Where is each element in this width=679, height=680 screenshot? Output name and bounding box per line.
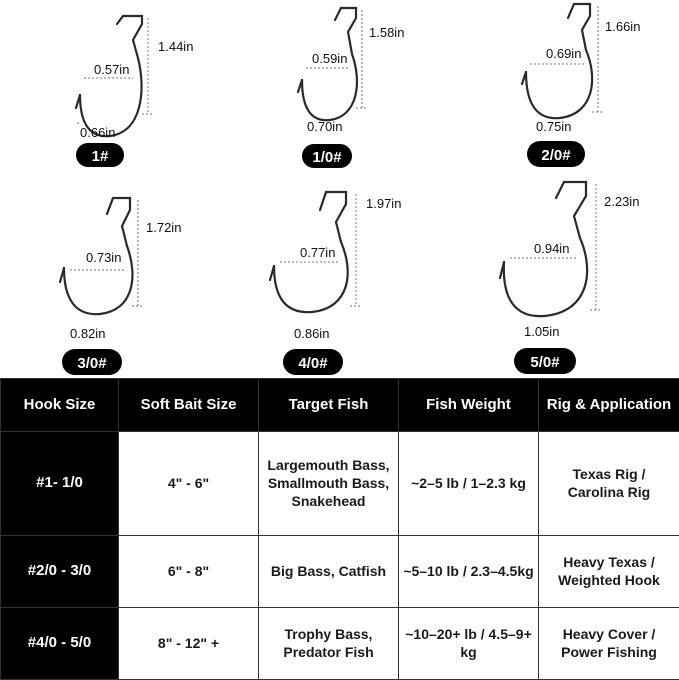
cell-soft-bait-size: 4" - 6" bbox=[119, 432, 259, 536]
hook-4-0 bbox=[270, 192, 401, 375]
header-target-fish: Target Fish bbox=[259, 379, 399, 432]
cell-hook-size: #1- 1/0 bbox=[1, 432, 119, 536]
hook-1-0 bbox=[298, 8, 404, 168]
cell-rig-application: Heavy Cover / Power Fishing bbox=[539, 607, 679, 679]
table-row bbox=[1, 607, 679, 679]
cell-rig-application: Texas Rig / Carolina Rig bbox=[539, 432, 679, 536]
hook-gap-label: 0.59in bbox=[312, 51, 348, 66]
hook-1 bbox=[76, 16, 193, 167]
hook-2-0 bbox=[522, 4, 640, 167]
hook-height-label: 1.72in bbox=[146, 220, 182, 235]
cell-target-fish: Trophy Bass, Predator Fish bbox=[259, 607, 399, 679]
hook-height-label: 1.66in bbox=[605, 19, 641, 34]
header-fish-weight: Fish Weight bbox=[399, 379, 539, 432]
header-hook-size: Hook Size bbox=[1, 379, 119, 432]
hook-width-label: 1.05in bbox=[524, 324, 560, 339]
cell-fish-weight: ~2–5 lb / 1–2.3 kg bbox=[399, 432, 539, 536]
cell-soft-bait-size: 8" - 12" + bbox=[119, 607, 259, 679]
hook-width-label: 0.66in bbox=[80, 125, 116, 140]
hook-size-label: 4/0# bbox=[298, 355, 328, 372]
hook-spec-table bbox=[0, 378, 679, 680]
cell-hook-size: #2/0 - 3/0 bbox=[1, 535, 119, 607]
table-row bbox=[1, 535, 679, 607]
hook-5-0 bbox=[500, 182, 639, 374]
cell-hook-size: #4/0 - 5/0 bbox=[1, 607, 119, 679]
hook-size-label: 2/0# bbox=[541, 147, 571, 164]
hook-height-label: 1.44in bbox=[158, 39, 194, 54]
hook-height-label: 1.97in bbox=[366, 196, 402, 211]
hook-width-label: 0.82in bbox=[70, 326, 106, 341]
hook-width-label: 0.86in bbox=[294, 326, 330, 341]
hook-gap-label: 0.57in bbox=[94, 62, 130, 77]
hook-width-label: 0.75in bbox=[536, 119, 572, 134]
hook-gap-label: 0.77in bbox=[300, 245, 336, 260]
header-soft-bait-size: Soft Bait Size bbox=[119, 379, 259, 432]
hook-gap-label: 0.69in bbox=[546, 46, 582, 61]
cell-rig-application: Heavy Texas / Weighted Hook bbox=[539, 535, 679, 607]
cell-target-fish: Big Bass, Catfish bbox=[259, 535, 399, 607]
cell-soft-bait-size: 6" - 8" bbox=[119, 535, 259, 607]
hook-3-0 bbox=[60, 198, 181, 375]
hook-gap-label: 0.73in bbox=[86, 250, 122, 265]
cell-target-fish: Largemouth Bass, Smallmouth Bass, Snakehead bbox=[259, 432, 399, 536]
hook-width-label: 0.70in bbox=[307, 119, 343, 134]
hook-size-label: 3/0# bbox=[77, 355, 107, 372]
hook-height-label: 2.23in bbox=[604, 194, 640, 209]
cell-fish-weight: ~5–10 lb / 2.3–4.5kg bbox=[399, 535, 539, 607]
header-rig-application: Rig & Application bbox=[539, 379, 679, 432]
hook-gap-label: 0.94in bbox=[534, 241, 570, 256]
hook-size-label: 1/0# bbox=[312, 149, 342, 166]
table-row bbox=[1, 432, 679, 536]
cell-fish-weight: ~10–20+ lb / 4.5–9+ kg bbox=[399, 607, 539, 679]
hook-height-label: 1.58in bbox=[369, 25, 405, 40]
table-header-row bbox=[1, 379, 679, 432]
hook-size-label: 1# bbox=[91, 148, 109, 165]
hook-size-label: 5/0# bbox=[530, 354, 560, 371]
hook-drawing bbox=[522, 4, 592, 118]
